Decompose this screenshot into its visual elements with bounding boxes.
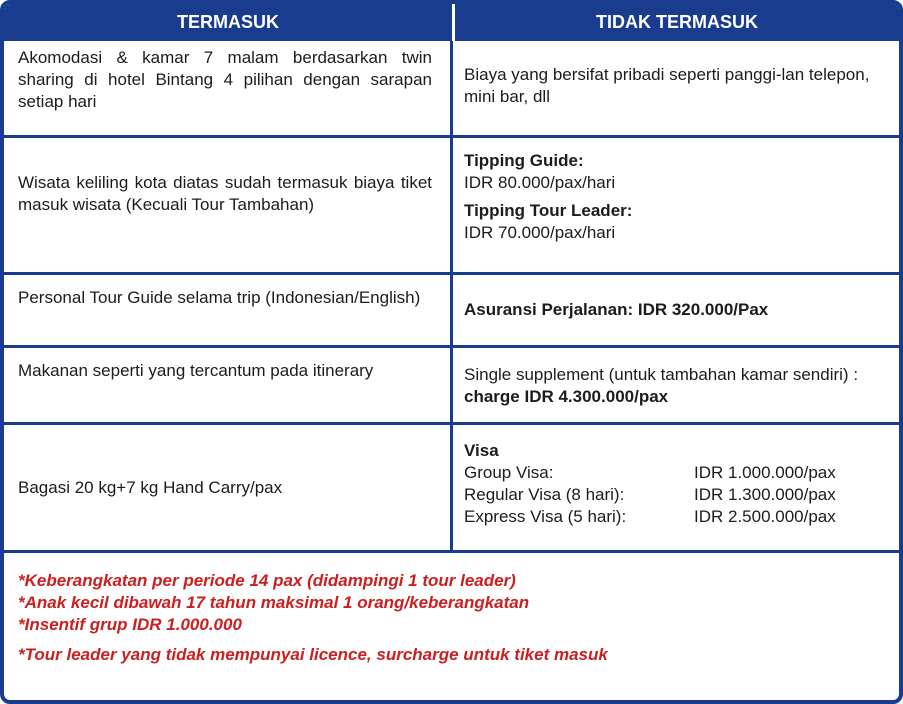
notes (18, 570, 878, 666)
column-divider (450, 41, 453, 553)
included-city-tour: Wisata keliling kota diatas sudah termasuk biaya tiket masuk wisata (Kecuali Tour Tambahan) (18, 173, 432, 214)
visa-label: Group Visa: (464, 463, 554, 482)
visa-title: Visa (464, 441, 499, 460)
visa-price-list (464, 462, 889, 528)
visa-price: IDR 1.000.000/pax (694, 463, 836, 482)
note-departure-size: *Keberangkatan per periode 14 pax (didampingi 1 tour leader) (18, 571, 516, 590)
note-tour-leader-surcharge: *Tour leader yang tidak mempunyai licence, surcharge untuk tiket masuk (18, 645, 608, 664)
tipping-leader-value: IDR 70.000/pax/hari (464, 223, 616, 242)
excluded-insurance: Asuransi Perjalanan: IDR 320.000/Pax (464, 300, 769, 319)
table-bottom-border (4, 550, 899, 553)
visa-label: Express Visa (5 hari): (464, 507, 627, 526)
included-column-title: TERMASUK (177, 12, 279, 32)
excluded-column-title: TIDAK TERMASUK (596, 12, 758, 32)
row-divider (4, 345, 899, 348)
row-divider (4, 135, 899, 138)
tipping-guide-value: IDR 80.000/pax/hari (464, 173, 616, 192)
excluded-visa (464, 440, 889, 528)
note-children-limit: *Anak kecil dibawah 17 tahun maksimal 1 orang/keberangkatan (18, 593, 530, 612)
row-divider (4, 272, 899, 275)
row-divider (4, 422, 899, 425)
visa-price: IDR 2.500.000/pax (694, 507, 836, 526)
excluded-personal-costs: Biaya yang bersifat pribadi seperti panggi-lan telepon, mini bar, dll (464, 65, 870, 106)
table-header (4, 4, 899, 41)
included-meals: Makanan seperti yang tercantum pada itinerary (18, 361, 374, 380)
tipping-guide-label: Tipping Guide: (464, 151, 584, 170)
visa-label: Regular Visa (8 hari): (464, 485, 625, 504)
tipping-leader-label: Tipping Tour Leader: (464, 201, 633, 220)
single-supplement-text: Single supplement (untuk tambahan kamar sendiri) : (464, 365, 859, 384)
included-baggage: Bagasi 20 kg+7 kg Hand Carry/pax (18, 478, 283, 497)
visa-price: IDR 1.300.000/pax (694, 485, 836, 504)
note-group-incentive: *Insentif grup IDR 1.000.000 (18, 615, 242, 634)
included-tour-guide: Personal Tour Guide selama trip (Indonesian/English) (18, 288, 421, 307)
excluded-tipping (464, 150, 889, 244)
single-supplement-charge: charge IDR 4.300.000/pax (464, 387, 669, 406)
included-accommodation: Akomodasi & kamar 7 malam berdasarkan twin sharing di hotel Bintang 4 pilihan dengan sarapan setiap hari (18, 48, 432, 111)
excluded-single-supplement (464, 364, 889, 408)
